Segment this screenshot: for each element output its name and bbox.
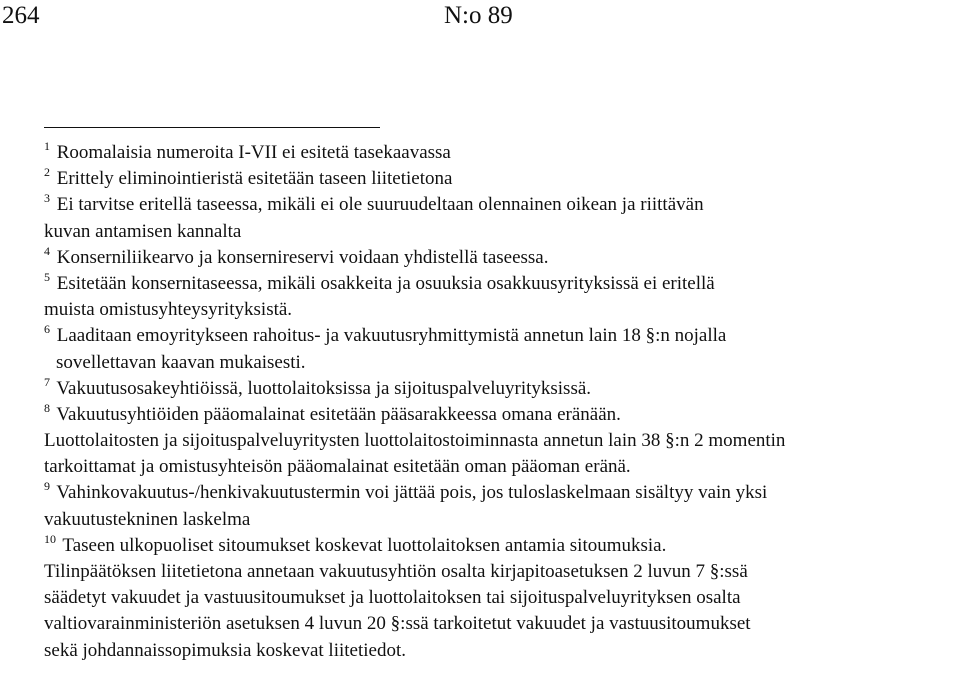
footnote-marker: 3 — [44, 191, 50, 206]
footnote-6-line-2: sovellettavan kaavan mukaisesti. — [56, 351, 306, 373]
footnote-8-line-2: Luottolaitosten ja sijoituspalveluyritysten luottolaitostoiminnasta annetun lain 38 §:n 2 momentin — [44, 430, 786, 452]
footnote-2-line-1: $^2$ Erittely eliminointieristä esitetään taseen liitetietona — [44, 165, 453, 190]
footnote-10-line-2: Tilinpäätöksen liitetietona annetaan vakuutusyhtiön osalta kirjapitoasetuksen 2 luvun 7 §:ssä — [44, 561, 748, 582]
footnote-marker: 1 — [44, 139, 50, 153]
footnote-1-line-1: $^1$ Roomalaisia numeroita I-VII ei esitetä tasekaavassa — [44, 139, 451, 163]
footnote-marker: 4 — [44, 243, 50, 258]
footnote-marker: 5 — [44, 269, 50, 284]
footnote-10-line-3: säädetyt vakuudet ja vastuusitoumukset ja luottolaitoksen tai sijoituspalveluyrityksen osalta — [44, 587, 741, 609]
footnote-5-line-1: $^5$ Esitetään konsernitaseessa, mikäli osakkeita ja osuuksia osakkuusyrityksissä ei eritellä — [44, 269, 715, 294]
footnote-10-line-1: $^{10}$ Taseen ulkopuoliset sitoumukset koskevat luottolaitoksen antamia sitoumuksia. — [44, 531, 667, 556]
footnote-marker: 2 — [44, 165, 50, 180]
footnote-marker: 7 — [44, 374, 50, 389]
footnote-marker: 9 — [44, 479, 50, 494]
footnote-9-line-2: vakuutustekninen laskelma — [44, 508, 251, 530]
footnote-4-line-1: $^4$ Konserniliikearvo ja konsernireservi voidaan yhdistellä taseessa. — [44, 243, 549, 268]
footnote-marker: 6 — [44, 322, 50, 337]
issue-number: N:o 89 — [444, 2, 513, 29]
footnote-3-line-2: kuvan antamisen kannalta — [44, 220, 242, 242]
footnote-7-line-1: $^7$ Vakuutusosakeyhtiöissä, luottolaitoksissa ja sijoituspalveluyrityksissä. — [44, 374, 592, 399]
page-number: 264 — [2, 2, 40, 29]
footnote-5-line-2: muista omistusyhteysyrityksistä. — [44, 299, 293, 321]
footnote-8-line-1: $^8$ Vakuutusyhtiöiden pääomalainat esitetään pääsarakkeessa omana eränään. — [44, 400, 621, 425]
footnote-marker: 10 — [44, 531, 56, 546]
footnotes — [44, 140, 949, 664]
footnote-6-line-1: $^6$ Laaditaan emoyritykseen rahoitus- ja vakuutusryhmittymistä annetun lain 18 §:n nojalla — [44, 322, 727, 347]
footnote-marker: 8 — [44, 400, 50, 415]
footnote-3-line-1: $^3$ Ei tarvitse eritellä taseessa, mikäli ei ole suuruudeltaan olennainen oikean ja riittävän — [44, 191, 704, 216]
footnote-separator — [44, 127, 380, 128]
footnote-10-line-5: sekä johdannaissopimuksia koskevat liitetiedot. — [44, 639, 406, 661]
footnote-9-line-1: $^9$ Vahinkovakuutus-/henkivakuutustermin voi jättää pois, jos tuloslaskelmaan sisältyy vain yksi — [44, 479, 768, 504]
footnote-10-line-4: valtiovarainministeriön asetuksen 4 luvun 20 §:ssä tarkoitetut vakuudet ja vastuusitoumukset — [44, 613, 751, 635]
footnote-8-line-3: tarkoittamat ja omistusyhteisön pääomalainat esitetään oman pääoman eränä. — [44, 456, 631, 478]
